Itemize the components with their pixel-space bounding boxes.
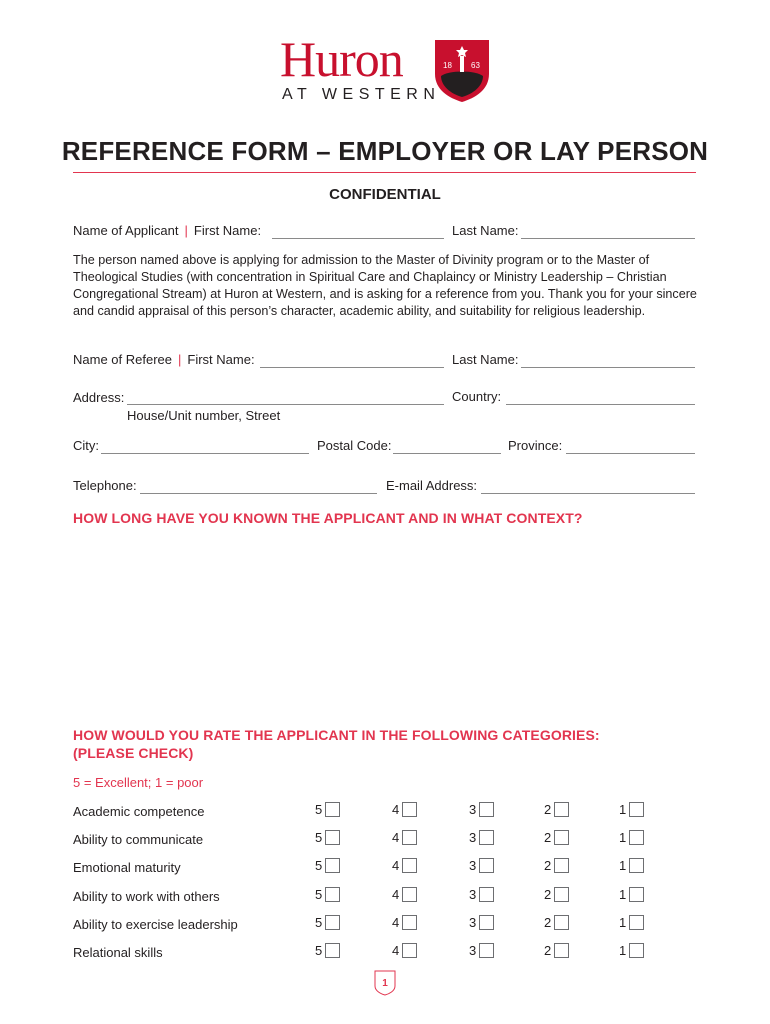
city-label: City: — [73, 438, 99, 453]
rating-checkbox[interactable] — [402, 830, 417, 845]
rating-option — [544, 858, 569, 873]
question-known-answer-area[interactable] — [73, 532, 696, 712]
page-number-badge — [374, 970, 396, 996]
page-number: 1 — [382, 978, 388, 989]
title-divider — [73, 172, 696, 173]
referee-label-text: Name of Referee — [73, 352, 172, 367]
rating-checkbox[interactable] — [402, 915, 417, 930]
rating-option-number: 1 — [619, 887, 627, 902]
rating-option — [619, 943, 644, 958]
applicant-separator: | — [184, 223, 188, 238]
rating-option — [469, 830, 494, 845]
rating-option — [619, 858, 644, 873]
province-field[interactable] — [566, 453, 695, 454]
rating-option — [544, 915, 569, 930]
rating-option-number: 5 — [315, 858, 323, 873]
rating-category-label: Ability to exercise leadership — [73, 917, 238, 932]
rating-checkbox[interactable] — [325, 830, 340, 845]
rating-option-number: 3 — [469, 858, 477, 873]
question-known-heading: HOW LONG HAVE YOU KNOWN THE APPLICANT AND IN WHAT CONTEXT? — [73, 510, 583, 526]
rating-option-number: 4 — [392, 858, 400, 873]
referee-first-label: First Name: — [187, 352, 255, 367]
crest-year-left: 18 — [443, 61, 452, 70]
rating-option — [392, 802, 417, 817]
rating-option — [544, 830, 569, 845]
city-field[interactable] — [101, 453, 309, 454]
rating-option — [392, 943, 417, 958]
rating-option-number: 4 — [392, 887, 400, 902]
rating-option — [469, 887, 494, 902]
rating-option — [619, 802, 644, 817]
referee-last-label: Last Name: — [452, 352, 519, 367]
rating-option-number: 2 — [544, 858, 552, 873]
rating-option-number: 2 — [544, 887, 552, 902]
rating-checkbox[interactable] — [479, 830, 494, 845]
province-label: Province: — [508, 438, 563, 453]
rating-option — [315, 830, 340, 845]
postal-code-label: Postal Code: — [317, 438, 392, 453]
telephone-field[interactable] — [140, 493, 377, 494]
rating-checkbox[interactable] — [402, 943, 417, 958]
rating-checkbox[interactable] — [629, 943, 644, 958]
email-label: E-mail Address: — [386, 478, 478, 493]
rating-option — [315, 887, 340, 902]
ratings-heading — [73, 726, 600, 762]
rating-checkbox[interactable] — [554, 830, 569, 845]
rating-checkbox[interactable] — [554, 943, 569, 958]
rating-checkbox[interactable] — [629, 802, 644, 817]
rating-checkbox[interactable] — [479, 915, 494, 930]
rating-option-number: 1 — [619, 915, 627, 930]
rating-checkbox[interactable] — [325, 887, 340, 902]
rating-option-number: 4 — [392, 830, 400, 845]
rating-option-number: 5 — [315, 943, 323, 958]
rating-option — [469, 858, 494, 873]
ratings-heading-line2: (PLEASE CHECK) — [73, 745, 194, 761]
rating-option — [392, 915, 417, 930]
rating-option — [392, 830, 417, 845]
applicant-first-label: First Name: — [193, 223, 262, 238]
rating-checkbox[interactable] — [325, 802, 340, 817]
applicant-name-label — [73, 223, 261, 238]
rating-checkbox[interactable] — [479, 887, 494, 902]
rating-category-label: Emotional maturity — [73, 860, 181, 875]
rating-checkbox[interactable] — [325, 858, 340, 873]
rating-category-label: Relational skills — [73, 945, 163, 960]
postal-code-field[interactable] — [393, 453, 501, 454]
rating-checkbox[interactable] — [479, 943, 494, 958]
rating-option — [469, 802, 494, 817]
country-label: Country: — [452, 389, 502, 404]
rating-checkbox[interactable] — [325, 943, 340, 958]
rating-category-label: Academic competence — [73, 804, 205, 819]
referee-name-label — [73, 352, 255, 367]
rating-option-number: 1 — [619, 858, 627, 873]
referee-first-name-field[interactable] — [260, 367, 444, 368]
address-label: Address: — [73, 390, 125, 405]
rating-option-number: 1 — [619, 943, 627, 958]
referee-last-name-field[interactable] — [521, 367, 695, 368]
rating-option-number: 1 — [619, 802, 627, 817]
rating-option-number: 4 — [392, 802, 400, 817]
rating-checkbox[interactable] — [402, 802, 417, 817]
rating-option — [619, 887, 644, 902]
rating-option — [315, 943, 340, 958]
form-title: REFERENCE FORM – EMPLOYER OR LAY PERSON — [61, 136, 709, 166]
rating-checkbox[interactable] — [554, 915, 569, 930]
rating-checkbox[interactable] — [629, 830, 644, 845]
rating-checkbox[interactable] — [554, 858, 569, 873]
rating-checkbox[interactable] — [629, 887, 644, 902]
rating-option — [315, 915, 340, 930]
rating-category-label: Ability to work with others — [73, 889, 220, 904]
rating-checkbox[interactable] — [554, 887, 569, 902]
applicant-first-name-field[interactable] — [272, 238, 444, 239]
email-field[interactable] — [481, 493, 695, 494]
rating-option — [315, 858, 340, 873]
rating-checkbox[interactable] — [402, 887, 417, 902]
intro-paragraph: The person named above is applying for admission to the Master of Divinity program or to the Master of Theological Studies (with concentration in Spiritual Care and Chaplaincy or Ministry Leadership – Christian Congregational Stream) at Huron at Western, and is asking for a reference from you. Thank you for your sincere and candid appraisal of this person’s character, academic ability, and suitability for religious leadership. — [73, 253, 697, 318]
referee-separator: | — [178, 352, 182, 367]
rating-option-number: 3 — [469, 915, 477, 930]
rating-checkbox[interactable] — [629, 858, 644, 873]
rating-checkbox[interactable] — [402, 858, 417, 873]
applicant-last-label: Last Name: — [452, 223, 519, 238]
rating-option — [544, 802, 569, 817]
logo-wordmark: Huron — [280, 31, 403, 87]
logo-subtitle: AT WESTERN — [282, 86, 441, 103]
rating-option-number: 3 — [469, 887, 477, 902]
rating-option-number: 1 — [619, 830, 627, 845]
rating-option-number: 5 — [315, 830, 323, 845]
crest-year-right: 63 — [471, 61, 480, 70]
rating-option — [392, 887, 417, 902]
rating-category-label: Ability to communicate — [73, 832, 204, 847]
rating-checkbox[interactable] — [554, 802, 569, 817]
telephone-label: Telephone: — [73, 478, 137, 493]
rating-option-number: 4 — [392, 915, 400, 930]
applicant-label-text: Name of Applicant — [73, 223, 179, 238]
rating-option — [544, 887, 569, 902]
rating-option-number: 4 — [392, 943, 400, 958]
rating-option-number: 3 — [469, 802, 477, 817]
ratings-heading-line1: HOW WOULD YOU RATE THE APPLICANT IN THE FOLLOWING CATEGORIES: — [73, 727, 600, 743]
rating-option — [469, 943, 494, 958]
rating-option-number: 2 — [544, 802, 552, 817]
rating-option — [392, 858, 417, 873]
rating-option-number: 2 — [544, 830, 552, 845]
address-hint: House/Unit number, Street — [127, 408, 281, 423]
rating-option — [469, 915, 494, 930]
rating-option-number: 5 — [315, 915, 323, 930]
rating-option-number: 5 — [315, 887, 323, 902]
rating-option-number: 3 — [469, 830, 477, 845]
rating-checkbox[interactable] — [479, 802, 494, 817]
rating-option — [619, 915, 644, 930]
rating-checkbox[interactable] — [629, 915, 644, 930]
rating-option — [619, 830, 644, 845]
rating-option — [315, 802, 340, 817]
crest-icon — [433, 38, 491, 104]
rating-checkbox[interactable] — [479, 858, 494, 873]
rating-option-number: 2 — [544, 915, 552, 930]
applicant-last-name-field[interactable] — [521, 238, 695, 239]
rating-option — [544, 943, 569, 958]
confidential-label: CONFIDENTIAL — [329, 186, 441, 203]
rating-option-number: 5 — [315, 802, 323, 817]
address-field[interactable] — [127, 404, 444, 405]
rating-option-number: 3 — [469, 943, 477, 958]
rating-scale-legend: 5 = Excellent; 1 = poor — [73, 775, 204, 790]
rating-checkbox[interactable] — [325, 915, 340, 930]
rating-option-number: 2 — [544, 943, 552, 958]
country-field[interactable] — [506, 404, 695, 405]
